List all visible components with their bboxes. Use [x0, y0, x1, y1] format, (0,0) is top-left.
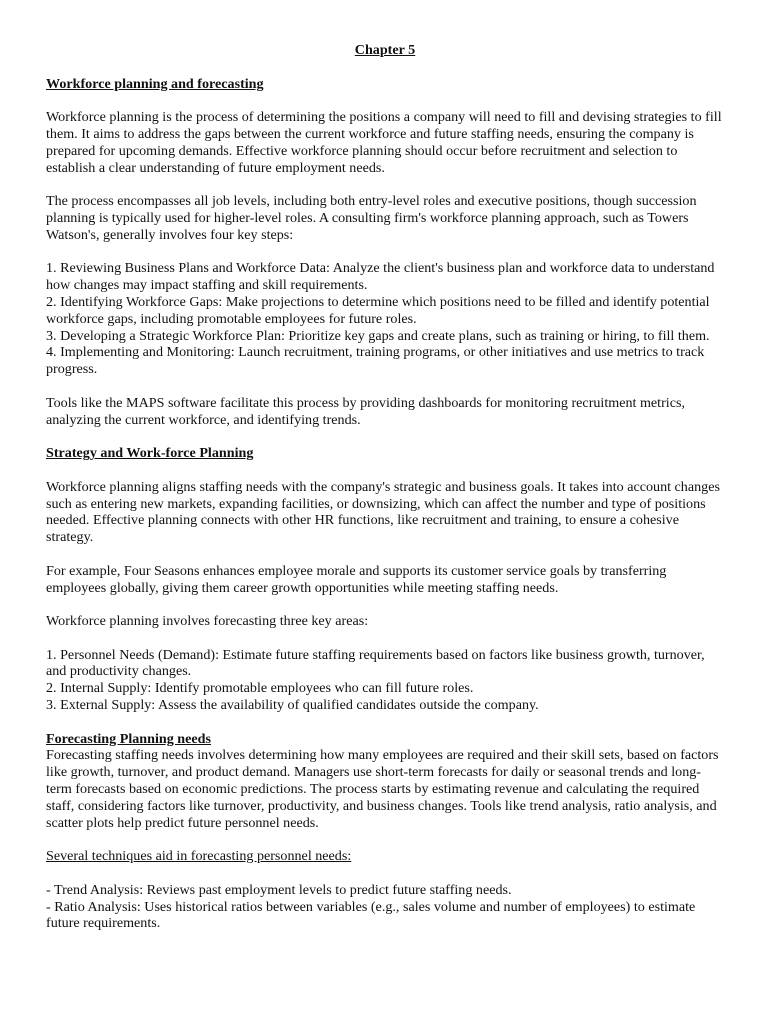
paragraph-alignment: Workforce planning aligns staffing needs with the company's strategic and business goals. It takes into account changes such as entering new markets, expanding facilities, or downsizing, which can affect the number and type of positions needed. Effective planning connects with other HR functions, like recruitment and training, to ensure a cohesive strategy.: [46, 478, 720, 546]
list-item: 1. Reviewing Business Plans and Workforce Data: Analyze the client's business plan and workforce data to understand how changes may impact staffing and skill requirements.: [46, 260, 715, 294]
section-heading-workforce-planning: Workforce planning and forecasting: [46, 75, 264, 92]
section-heading-forecasting: Forecasting Planning needs: [46, 730, 211, 747]
document-page: [46, 42, 724, 949]
chapter-title: Chapter 5: [354, 42, 416, 58]
list-item: 1. Personnel Needs (Demand): Estimate future staffing requirements based on factors like business growth, turnover, and productivity changes.: [46, 646, 705, 680]
section-heading-strategy: Strategy and Work-force Planning: [46, 445, 254, 462]
techniques-list: [46, 882, 724, 932]
paragraph-maps-tools: Tools like the MAPS software facilitate this process by providing dashboards for monitoring recruitment metrics, analyzing the current workforce, and identifying trends.: [46, 394, 685, 428]
list-item: 4. Implementing and Monitoring: Launch recruitment, training programs, or other initiatives and use metrics to track progress.: [46, 344, 705, 378]
list-item: - Trend Analysis: Reviews past employment levels to predict future staffing needs.: [46, 881, 512, 898]
list-item: 2. Internal Supply: Identify promotable employees who can fill future roles.: [46, 680, 474, 697]
list-item: - Ratio Analysis: Uses historical ratios between variables (e.g., sales volume and number of employees) to estimate future requirements.: [46, 898, 696, 932]
paragraph-definition: Workforce planning is the process of determining the positions a company will need to fill and devising strategies to fill them. It aims to address the gaps between the current workforce and future staffing needs, ensuring the company is prepared for upcoming demands. Effective workforce planning should occur before recruitment and selection to establish a clear understanding of future employment needs.: [46, 109, 722, 176]
list-item: 3. Developing a Strategic Workforce Plan: Prioritize key gaps and create plans, such as training or hiring, to fill them.: [46, 327, 710, 344]
list-item: 2. Identifying Workforce Gaps: Make projections to determine which positions need to be filled and identify potential workforce gaps, including promotable employees for future roles.: [46, 293, 710, 327]
paragraph-forecasting: Forecasting staffing needs involves determining how many employees are required and their skill sets, based on factors like growth, turnover, and product demand. Managers use short-term forecasts for daily or seasonal trends and long-term forecasts based on economic predictions. The process starts by estimating revenue and calculating the required staff, considering factors like turnover, productivity, and business changes. Tools like trend analysis, ratio analysis, and scatter plots help predict future personnel needs.: [46, 747, 719, 831]
paragraph-three-areas-intro: Workforce planning involves forecasting three key areas:: [46, 613, 369, 630]
paragraph-job-levels: The process encompasses all job levels, including both entry-level roles and executive positions, though succession planning is typically used for higher-level roles. A consulting firm's workforce planning approach, such as Towers Watson's, generally involves four key steps:: [46, 193, 697, 243]
list-item: 3. External Supply: Assess the availability of qualified candidates outside the company.: [46, 697, 539, 714]
paragraph-four-seasons: For example, Four Seasons enhances employee morale and supports its customer service goals by transferring employees globally, giving them career growth opportunities while meeting staffing needs.: [46, 562, 667, 596]
steps-list: [46, 260, 724, 378]
areas-list: [46, 647, 724, 714]
techniques-subheading: Several techniques aid in forecasting personnel needs:: [46, 848, 352, 865]
